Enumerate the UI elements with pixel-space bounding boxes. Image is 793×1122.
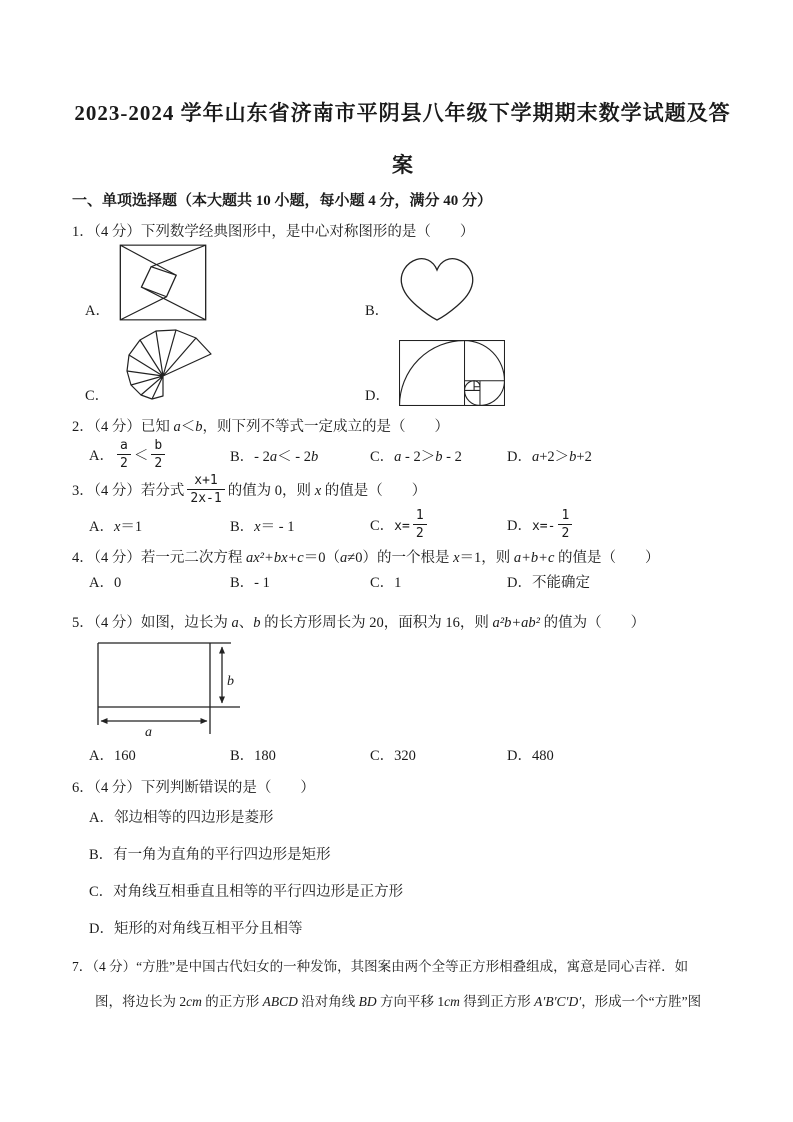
q1-figure-c-label: C． [85,388,110,404]
fan-spiral-figure [118,324,214,406]
question-5-stem: 5．（4 分）如图，边长为 a、b 的长方形周长为 20，面积为 16，则 a²b+ab² 的值为（ ） [72,615,646,631]
question-1-stem: 1．（4 分）下列数学经典图形中，是中心对称图形的是（ ） [72,224,475,240]
title-line-2: 案 [392,153,413,177]
q1-figure-b-label: B． [365,303,390,319]
question-1 [72,221,733,406]
q3-option-c: C．x= $\frac{1}{2}$ [370,510,507,543]
q6-option-d: D．矩形的对角线互相平分且相等 [89,921,303,937]
q5-option-b: B．180 [230,748,276,764]
q2-option-d: D．a+2＞b+2 [507,448,592,465]
q1-figure-c [85,324,365,406]
q2-option-c: C．a - 2＞b - 2 [370,448,462,465]
q6-option-c: C．对角线互相垂直且相等的平行四边形是正方形 [89,884,404,900]
q1-figure-a [85,244,365,321]
q4-option-c: C．1 [370,575,402,591]
question-4-options [89,572,733,594]
q5-option-a: A．160 [89,748,136,764]
section-heading: 一、单项选择题（本大题共 10 小题，每小题 4 分，满分 40 分） [72,193,493,209]
question-3-stem: 3．（4 分）若分式 $\frac{x+1}{2x-1}$ 的值为 0，则 x 的值是（ ） [72,473,427,506]
question-4-stem: 4．（4 分）若一元二次方程 ax²+bx+c＝0（a≠0）的一个根是 x＝1，则 a+b+c 的值是（ ） [72,550,660,566]
question-6 [72,777,733,940]
heart-figure [398,257,476,321]
q1-figure-d-label: D． [365,388,390,404]
q1-figure-row-1 [72,244,733,321]
q3-option-a: A．x＝1 [89,518,143,535]
rectangle-dimension-figure [90,637,242,737]
q4-option-b: B．- 1 [230,575,270,591]
q6-option-a: A．邻边相等的四边形是菱形 [89,810,274,826]
question-3-options [89,510,733,543]
question-6-stem: 6．（4 分）下列判断错误的是（ ） [72,780,315,796]
pinwheel-square-figure [119,244,207,321]
q6-option-b: B．有一角为直角的平行四边形是矩形 [89,847,331,863]
q2-option-a: A． $\frac{a}{2}$ ＜ $\frac{b}{2}$ [89,440,230,473]
width-dimension-label: a [145,725,152,737]
q1-figure-d [365,340,505,406]
question-5-options [89,745,733,767]
q4-option-d: D．不能确定 [507,575,590,591]
q5-option-c: C．320 [370,748,416,764]
question-2-options [89,440,733,473]
q5-option-d: D．480 [507,748,554,764]
question-7-line-1: 7．（4 分）“方胜”是中国古代妇女的一种发饰，其图案由两个全等正方形相叠组成，寓意是同心吉祥．如 [72,959,689,974]
page-title [72,0,733,181]
q1-figure-a-label: A． [85,303,110,319]
golden-spiral-figure [399,340,505,406]
q3-option-b: B．x＝ - 1 [230,518,295,535]
q2-option-b: B．- 2a＜ - 2b [230,448,319,465]
question-2-stem: 2．（4 分）已知 a＜b，则下列不等式一定成立的是（ ） [72,419,449,435]
q1-figure-row-2 [72,324,733,406]
question-7-line-2: 图，将边长为 2cm 的正方形 ABCD 沿对角线 BD 方向平移 1cm 得到正方形 A′B′C′D′，形成一个“方胜”图 [95,994,702,1009]
question-5 [72,612,733,767]
height-dimension-label: b [227,674,234,689]
question-4 [72,547,733,594]
question-3 [72,475,733,543]
title-line-1: 2023-2024 学年山东省济南市平阴县八年级下学期期末数学试题及答 [74,101,731,125]
question-7 [72,956,733,1013]
question-2 [72,416,733,473]
q3-option-d: D．x=- $\frac{1}{2}$ [507,510,733,543]
q1-figure-b [365,257,476,321]
q4-option-a: A．0 [89,575,122,591]
